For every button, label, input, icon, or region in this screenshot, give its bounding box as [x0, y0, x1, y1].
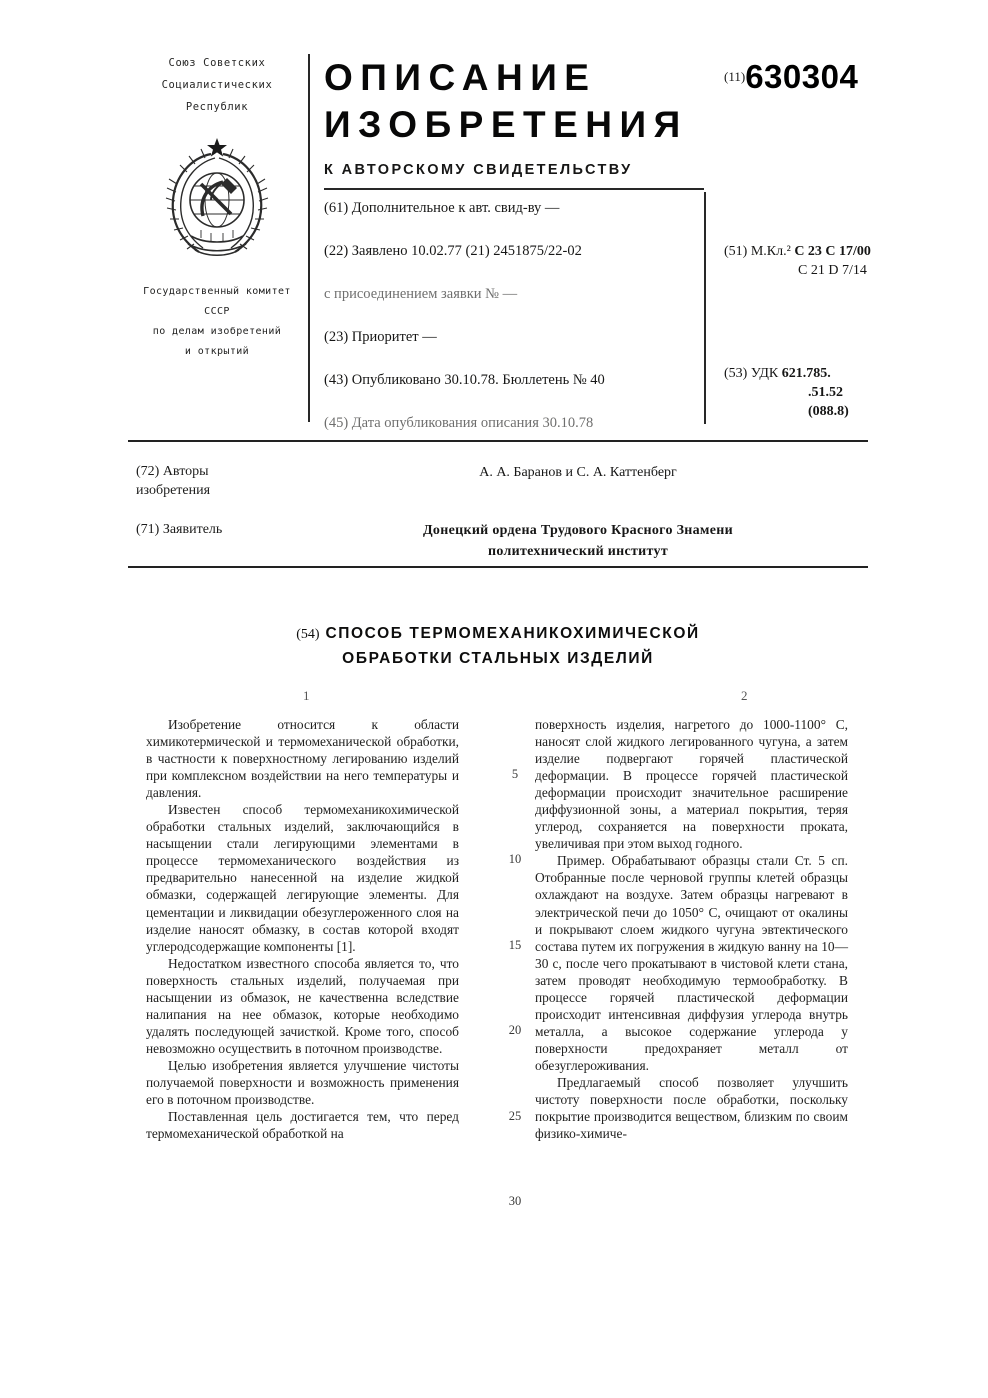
field-filed: (22) Заявлено 10.02.77 (21) 2451875/22-02 [324, 243, 582, 259]
applicant-label: (71) Заявитель [136, 522, 223, 537]
authors-label-line-1: (72) Авторы [136, 464, 209, 479]
classification-block [724, 242, 984, 280]
horizontal-rule-top [128, 440, 868, 442]
classification-tag: (51) [724, 244, 748, 259]
authors-label [136, 462, 316, 500]
invention-title-tag: (54) [296, 627, 320, 642]
authors-row [128, 462, 868, 502]
applicant-line-2: политехнический институт [488, 544, 668, 559]
udk-label: УДК [750, 366, 779, 381]
bibliographic-block [324, 200, 698, 458]
committee-line-3: по делам изобретений [152, 326, 282, 337]
field-priority: (23) Приоритет — [324, 329, 437, 345]
applicant-row [128, 520, 868, 562]
applicant-line-1: Донецкий ордена Трудового Красного Знамени [422, 523, 734, 538]
classification-label: М.Кл.² [750, 244, 791, 259]
patent-number-block [724, 58, 858, 96]
body-column-left [146, 716, 459, 1142]
udk-block [724, 364, 984, 421]
line-number: 30 [508, 1194, 522, 1208]
document-title-block [324, 54, 702, 190]
line-number: 10 [508, 852, 522, 866]
udk-tag: (53) [724, 366, 748, 381]
paragraph: Известен способ термомеханикохимической обработки стальных изделий, заключающийся в насыщении стали легирующими элементами в процессе термомеханического воздействия из предварительно нанесенной на изделие жидкой обмазки, содержащей легирующие элементы. Для цементации и ликвидации обезуглероженного слоя на изделие наносят обмазку, в состав которой входят углеродсодержащие компоненты [1]. [146, 802, 459, 954]
people-block [128, 462, 868, 562]
paragraph: Поставленная цель достигается тем, что перед термомеханической обработкой на [146, 1109, 459, 1142]
country-line-3: Республик [185, 101, 249, 113]
authors-label-line-2: изобретения [136, 483, 211, 498]
udk-value-2: .51.52 [808, 385, 843, 400]
invention-title [128, 622, 868, 671]
invention-title-line-1: СПОСОБ ТЕРМОМЕХАНИКОХИМИЧЕСКОЙ [325, 625, 700, 642]
udk-value-3: (088.8) [808, 404, 849, 419]
udk-value-1: 621.785. [781, 366, 831, 381]
paragraph: Целью изобретения является улучшение чистоты получаемой поверхности и возможность применения его в поточном производстве. [146, 1057, 459, 1108]
patent-number-code: (11) [724, 69, 746, 84]
masthead-left-block [128, 52, 306, 362]
country-line-2: Социалистических [161, 79, 273, 91]
masthead-divider-right [704, 192, 706, 424]
country-line-1: Союз Советских [168, 57, 266, 69]
body-column-right [535, 716, 848, 1142]
column-number-right: 2 [741, 688, 748, 703]
masthead-divider-left [308, 54, 310, 422]
line-number: 20 [508, 1023, 522, 1037]
line-number: 25 [508, 1109, 522, 1123]
field-additional-to: (61) Дополнительное к авт. свид-ву — [324, 200, 560, 216]
paragraph: Пример. Обрабатывают образцы стали Ст. 5 сп. Отобранные после черновой группы клетей образцы охлаждают на воздухе. Затем образцы нагревают в электрической печи до 1050° С, очищают от окалины и покрывают слоем жидкого чугуна эвтектического состава путем их погружения в жидкую ванну на 10—30 с, после чего прокатывают в чистовой клети стана, затем проводят необходимую термообработку. В процессе горячей пластической деформации происходит интенсивная диффузия углерода внутрь металла, а высокое содержание углерода у поверхности предохраняет металл от обезуглероживания. [535, 853, 848, 1073]
paragraph: Изобретение относится к области химикотермической и термомеханической обработки, в частности к поверхностному легированию изделий при комплексном воздействии на него температуры и давления. [146, 717, 459, 801]
committee-line-1: Государственный комитет [143, 286, 291, 297]
title-subtitle: К АВТОРСКОМУ СВИДЕТЕЛЬСТВУ [324, 162, 633, 178]
patent-number: 630304 [745, 58, 859, 95]
paragraph: Предлагаемый способ позволяет улучшить чистоту поверхности после обработки, поскольку покрытие производится веществом, близким по своим физико-химиче- [535, 1074, 848, 1142]
line-number: 5 [511, 767, 519, 781]
committee-line-4: и открытий [184, 346, 250, 357]
classification-code-1: С 23 С 17/00 [794, 244, 871, 259]
title-underline [324, 188, 704, 190]
title-izobreteniya: ИЗОБРЕТЕНИЯ [324, 104, 688, 145]
horizontal-rule-bottom [128, 566, 868, 568]
column-number-left: 1 [303, 688, 310, 703]
invention-title-line-2: ОБРАБОТКИ СТАЛЬНЫХ ИЗДЕЛИЙ [342, 650, 654, 667]
paragraph: поверхность изделия, нагретого до 1000-1100° С, наносят слой жидкого легированного чугуна, а затем изделие подвергают горячей пластической деформации. В процессе горячей пластической деформации происходит значительное расширение диффузионной зоны, а материал покрытия, теряя углерод, сохраняется на поверхности проката, увеличивая при этом выход годного. [535, 717, 848, 852]
masthead [128, 52, 871, 431]
state-committee-block [128, 282, 306, 362]
ussr-coat-of-arms-icon [161, 132, 273, 260]
paragraph: Недостатком известного способа является то, что поверхность стальных изделий, получаемая при насыщении из обмазок, не качественна вследствие налипания на нее обмазок, которые необходимо удалять последующей зачисткой. Кроме того, способ невозможно осуществить в поточном производстве. [146, 955, 459, 1056]
field-published: (43) Опубликовано 30.10.78. Бюллетень № 40 [324, 372, 605, 388]
title-opisanie: ОПИСАНИЕ [324, 57, 597, 98]
field-joined-application: с присоединением заявки № — [324, 286, 518, 302]
line-number-gutter [498, 716, 532, 1286]
committee-line-2: СССР [204, 306, 230, 317]
authors-value: А. А. Баранов и С. А. Каттенберг [479, 465, 677, 480]
field-publication-date: (45) Дата опубликования описания 30.10.78 [324, 415, 594, 431]
applicant-value [328, 520, 828, 562]
line-number: 15 [508, 938, 522, 952]
classification-code-2: С 21 D 7/14 [798, 263, 867, 278]
